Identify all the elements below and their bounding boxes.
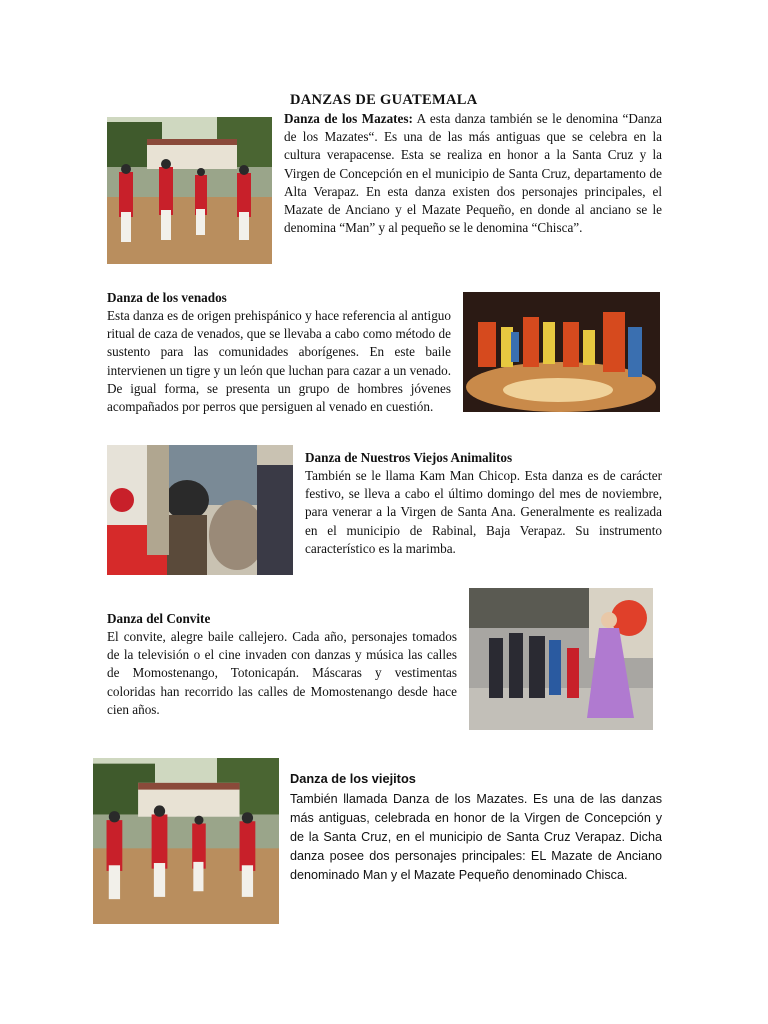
section-body: También se le llama Kam Man Chicop. Esta danza es de carácter festivo, se lleva a cabo el último domingo del mes de noviembre, para venerar a la Virgen de Santa Ana. Generalmente es realizada en el municipio de Rabinal, Baja Verapaz. Su instrumento característico es la marimba. (305, 468, 662, 556)
photo-animal-masks (107, 445, 293, 575)
section-heading: Danza de Nuestros Viejos Animalitos (305, 450, 513, 465)
page-title: DANZAS DE GUATEMALA (290, 92, 478, 108)
photo-dancers-plaza (107, 117, 272, 264)
section-mazates-text (284, 110, 662, 237)
photo-convite-street (469, 588, 653, 730)
section-body: También llamada Danza de los Mazates. Es una de las danzas más antiguas, celebrada en honor de la Virgen de Concepción y de la Santa Cruz, en el municipio de Santa Cruz Verapaz. Dicha danza posee dos personajes principales: EL Mazate de Anciano denominado Man y el Mazate Pequeño denominado Chisca. (290, 792, 662, 882)
section-heading: Danza de los Mazates: (284, 111, 413, 126)
section-heading: Danza de los venados (107, 290, 227, 305)
section-body: A esta danza también se le denomina “Danza de los Mazates“. Es una de las más antiguas que se celebra en la cultura verapacense. Esta se realiza en honor a la Santa Cruz y la Virgen de Concepción en el municipio de Santa Cruz, departamento de Alta Verapaz. En esta danza existen dos personajes principales, el Mazate de Anciano y el Mazate Pequeño, en donde al anciano se le denomina “Man” y al pequeño se le denomina “Chisca”. (284, 111, 663, 236)
section-body: Esta danza es de origen prehispánico y hace referencia al antiguo ritual de caza de venados, que se llevaba a cabo como método de sustento para las comunidades aborígenes. En este baile intervienen un tigre y un león que luchan para cazar a un venado. De igual forma, se presenta un grupo de hombres jóvenes acompañados por perros que persiguen al venado en cuestión. (107, 308, 451, 415)
photo-stage-dancers (463, 292, 660, 412)
section-heading: Danza del Convite (107, 611, 211, 626)
section-heading: Danza de los viejitos (290, 771, 416, 786)
section-body: El convite, alegre baile callejero. Cada año, personajes tomados de la televisión o el cine invaden con danzas y música las calles de Momostenango, Totonicapán. Máscaras y vestimentas coloridas han recorrido las calles de Momostenango desde hace cien años. (107, 629, 457, 717)
photo-dancers-plaza (93, 758, 279, 924)
